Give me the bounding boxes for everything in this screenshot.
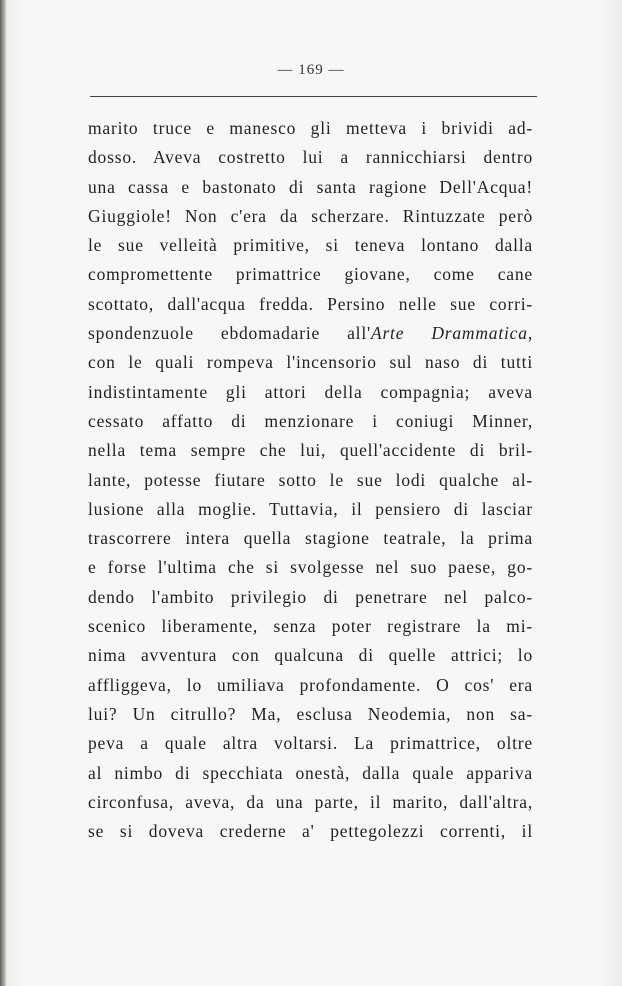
text-line: trascorrere intera quella stagione teatrale, la prima xyxy=(88,528,533,549)
text-line: al nimbo di specchiata onestà, dalla quale appariva xyxy=(88,762,533,783)
text-line: nella tema sempre che lui, quell'accidente di bril- xyxy=(88,440,533,461)
text-line: nima avventura con qualcuna di quelle attrici; lo xyxy=(88,645,533,666)
text-line: e forse l'ultima che si svolgesse nel suo paese, go- xyxy=(88,557,533,578)
text-line: le sue velleità primitive, si teneva lontano dalla xyxy=(88,235,533,256)
text-line: una cassa e bastonato di santa ragione Dell'Acqua! xyxy=(88,176,533,197)
header-rule xyxy=(90,96,537,97)
text-line: marito truce e manesco gli metteva i brividi ad- xyxy=(88,118,533,138)
text-line-with-title xyxy=(88,319,533,348)
text-line: dendo l'ambito privilegio di penetrare nel palco- xyxy=(88,586,533,607)
page-binding-edge xyxy=(0,0,6,986)
text-line: lante, potesse fiutare sotto le sue lodi qualche al- xyxy=(88,469,533,490)
page-number: — 169 — xyxy=(277,62,345,78)
text-line: scenico liberamente, senza poter registrare la mi- xyxy=(88,616,533,637)
text-line: affliggeva, lo umiliava profondamente. O cos' era xyxy=(88,674,533,695)
text-line: lusione alla moglie. Tuttavia, il pensiero di lasciar xyxy=(88,498,533,519)
text-line: peva a quale altra voltarsi. La primattrice, oltre xyxy=(88,733,533,754)
text-line: indistintamente gli attori della compagnia; aveva xyxy=(88,381,533,402)
text-line: dosso. Aveva costretto lui a rannicchiarsi dentro xyxy=(88,147,533,168)
text-line: con le quali rompeva l'incensorio sul naso di tutti xyxy=(88,352,533,373)
text-line: scottato, dall'acqua fredda. Persino nelle sue corri- xyxy=(88,293,533,314)
text-line: lui? Un citrullo? Ma, esclusa Neodemia, non sa- xyxy=(88,703,533,724)
text-line: se si doveva crederne a' pettegolezzi correnti, il xyxy=(88,821,533,842)
text-line: Giuggiole! Non c'era da scherzare. Rintuzzate però xyxy=(88,205,533,226)
journal-title: Arte Drammatica xyxy=(370,323,528,344)
text-line: cessato affatto di menzionare i coniugi Minner, xyxy=(88,410,533,431)
text-line: circonfusa, aveva, da una parte, il marito, dall'altra, xyxy=(88,791,533,812)
body-text xyxy=(88,114,533,846)
text-segment: , xyxy=(527,323,533,344)
text-segment: spondenzuole ebdomadarie all' xyxy=(88,323,371,344)
text-line: compromettente primattrice giovane, come cane xyxy=(88,264,533,285)
